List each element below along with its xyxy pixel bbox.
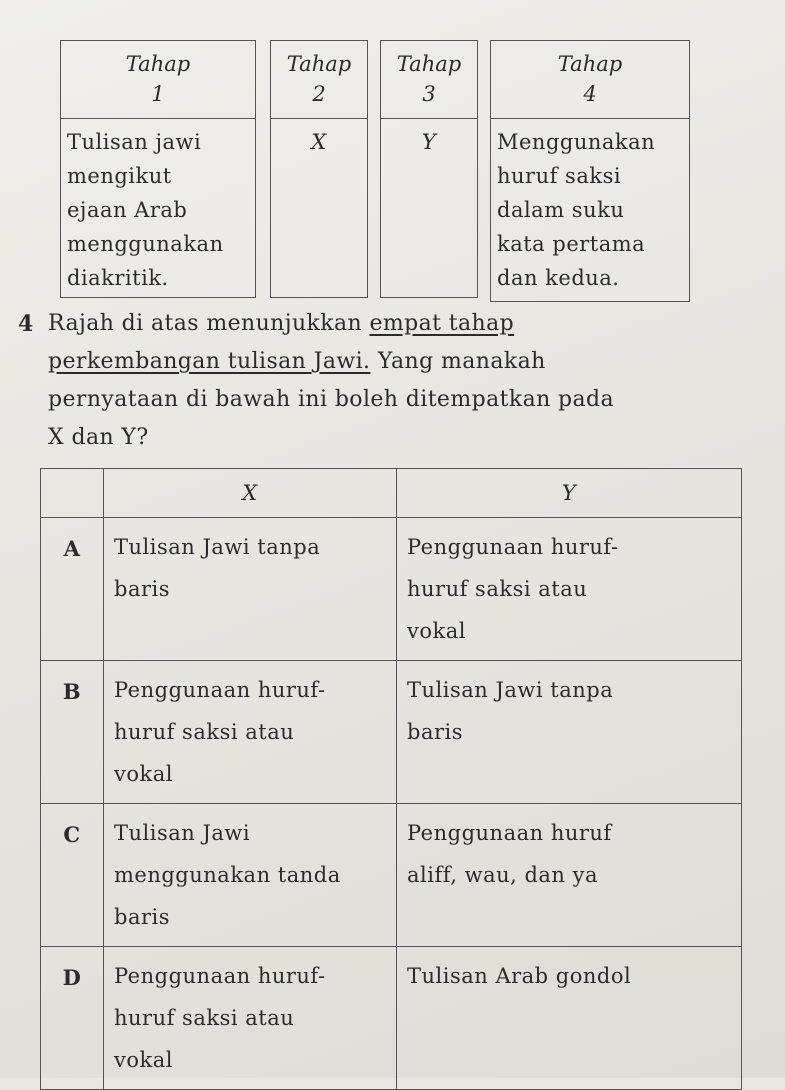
- question-line-3: pernyataan di bawah ini boleh ditempatkan pada: [48, 387, 615, 412]
- stage-3-placeholder: Y: [421, 130, 437, 154]
- answer-options-table: [40, 468, 742, 1090]
- options-header-x: X: [104, 469, 397, 518]
- question-number: 4: [18, 311, 34, 337]
- stage-box-3: [380, 40, 478, 298]
- stage-4-description: Menggunakan huruf saksi dalam suku kata pertama dan kedua.: [497, 130, 656, 290]
- option-y-value: Tulisan Arab gondol: [397, 947, 742, 1090]
- option-x-value: Penggunaan huruf- huruf saksi atau vokal: [104, 661, 397, 804]
- stage-box-4: [490, 40, 690, 302]
- option-letter: B: [41, 661, 104, 804]
- question-line-4: X dan Y?: [48, 425, 149, 450]
- stage-box-2: [270, 40, 368, 298]
- option-letter: D: [41, 947, 104, 1090]
- option-letter: A: [41, 518, 104, 661]
- option-y-value: Penggunaan huruf- huruf saksi atau vokal: [397, 518, 742, 661]
- options-header-blank: [41, 469, 104, 518]
- question-line-1: [48, 308, 514, 340]
- stage-2-heading: Tahap 2: [271, 41, 367, 119]
- options-header-row: [41, 469, 742, 518]
- option-y-value: Tulisan Jawi tanpa baris: [397, 661, 742, 804]
- stage-box-1: [60, 40, 256, 298]
- options-header-y: Y: [397, 469, 742, 518]
- question-line-1-text: Rajah di atas menunjukkan: [48, 311, 370, 336]
- option-x-value: Tulisan Jawi tanpa baris: [104, 518, 397, 661]
- option-row-a[interactable]: [41, 518, 742, 661]
- option-row-b[interactable]: [41, 661, 742, 804]
- stage-1-heading: Tahap 1: [61, 41, 255, 119]
- question-line-2: [48, 346, 546, 378]
- question-line-1-underlined: empat tahap: [369, 311, 515, 336]
- stage-4-heading: Tahap 4: [491, 41, 689, 119]
- option-row-d[interactable]: [41, 947, 742, 1090]
- stage-3-heading: Tahap 3: [381, 41, 477, 119]
- option-x-value: Penggunaan huruf- huruf saksi atau vokal: [104, 947, 397, 1090]
- stage-1-description: Tulisan jawi mengikut ejaan Arab menggunakan diakritik.: [67, 130, 224, 290]
- option-letter: C: [41, 804, 104, 947]
- question-line-2-underlined: perkembangan tulisan Jawi.: [48, 349, 371, 374]
- option-x-value: Tulisan Jawi menggunakan tanda baris: [104, 804, 397, 947]
- question-line-2-text: Yang manakah: [370, 349, 546, 374]
- option-y-value: Penggunaan huruf aliff, wau, dan ya: [397, 804, 742, 947]
- option-row-c[interactable]: [41, 804, 742, 947]
- stage-2-placeholder: X: [311, 130, 327, 154]
